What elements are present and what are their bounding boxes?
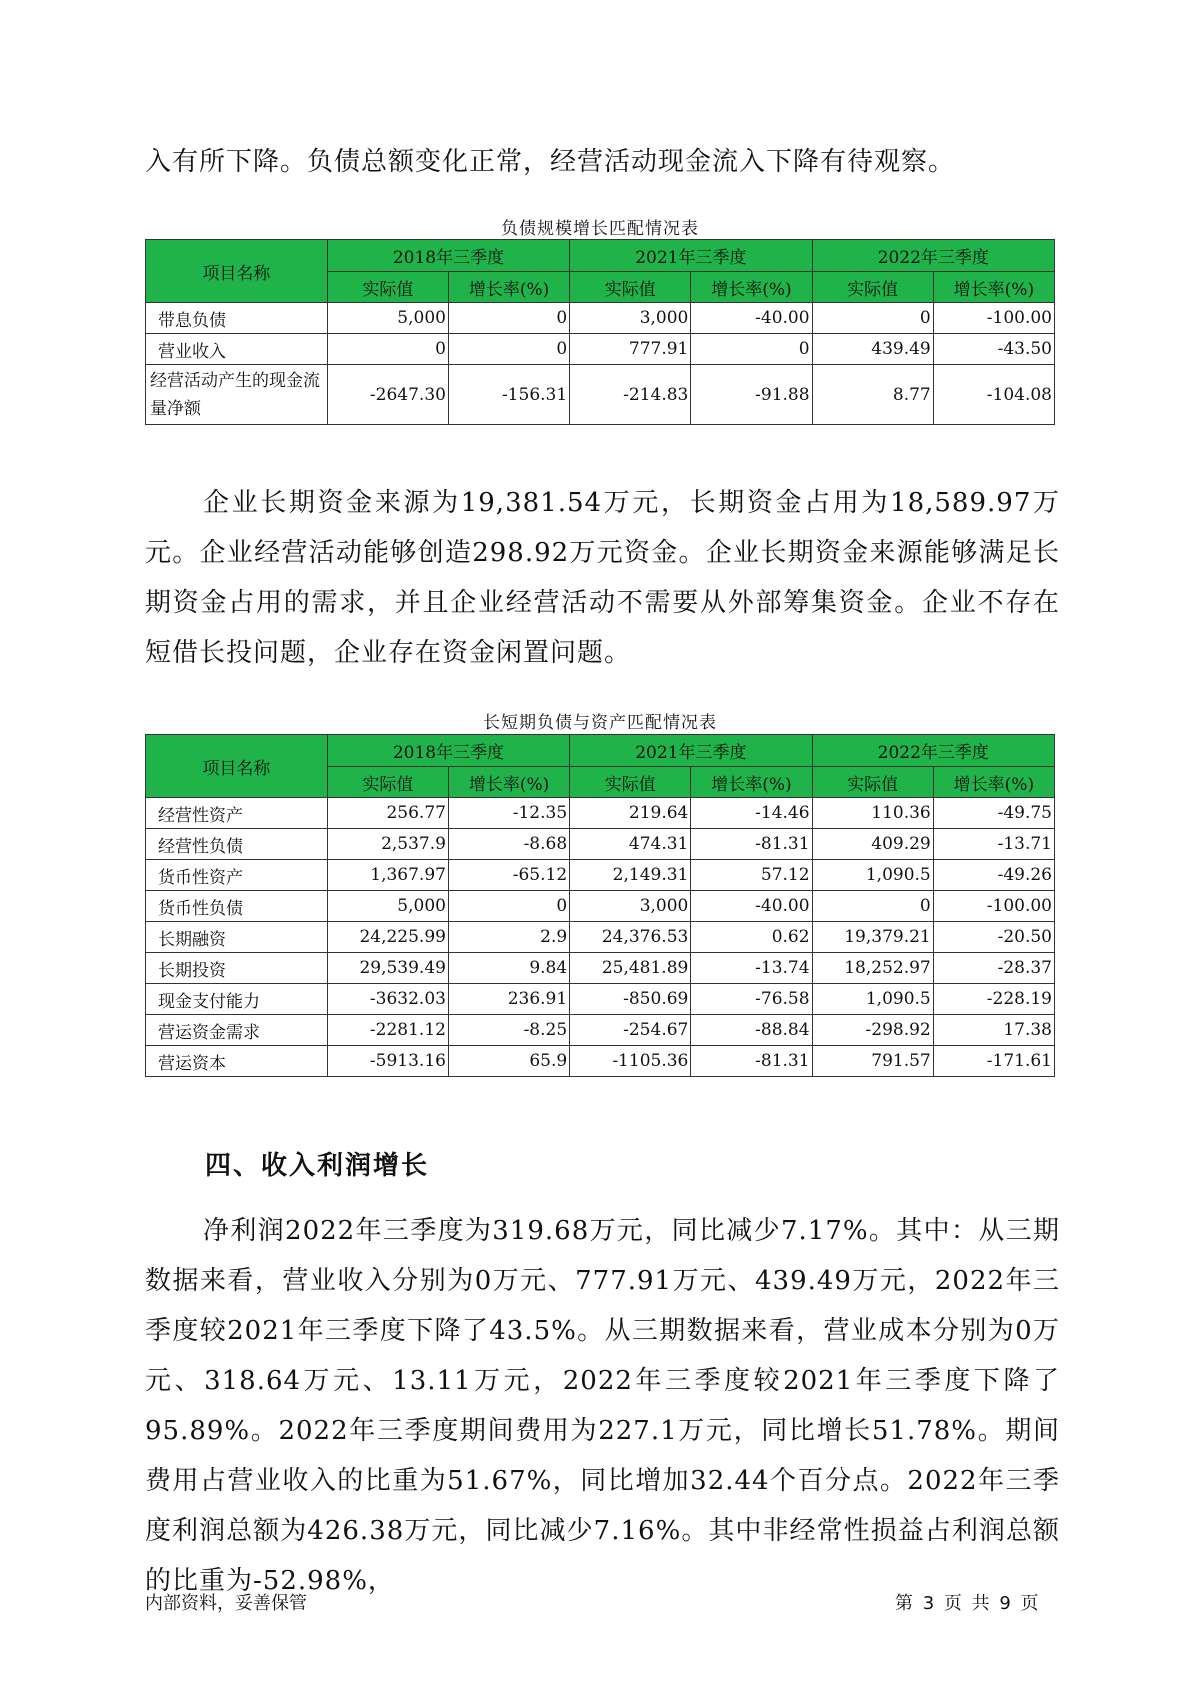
cell-value: 24,225.99 — [327, 922, 448, 953]
header-growth: 增长率(%) — [933, 272, 1054, 303]
row-label: 经营性资产 — [146, 798, 328, 829]
table-row — [146, 922, 1055, 953]
cell-value: 0 — [812, 891, 933, 922]
footer-confidential-note: 内部资料，妥善保管 — [145, 1593, 307, 1614]
cell-value: -2281.12 — [327, 1015, 448, 1046]
cell-value: -65.12 — [448, 860, 569, 891]
header-growth: 增长率(%) — [691, 272, 812, 303]
table-row — [146, 860, 1055, 891]
cell-value: 18,252.97 — [812, 953, 933, 984]
cell-value: -104.08 — [933, 365, 1054, 425]
cell-value: 439.49 — [812, 334, 933, 365]
header-actual: 实际值 — [570, 767, 691, 798]
cell-value: -100.00 — [933, 303, 1054, 334]
header-growth: 增长率(%) — [691, 767, 812, 798]
header-actual: 实际值 — [570, 272, 691, 303]
cell-value: 0.62 — [691, 922, 812, 953]
cell-value: -81.31 — [691, 829, 812, 860]
cell-value: 19,379.21 — [812, 922, 933, 953]
cell-value: 65.9 — [448, 1046, 569, 1077]
cell-value: 2,149.31 — [570, 860, 691, 891]
row-label: 现金支付能力 — [146, 984, 328, 1015]
footer-page-number: 第 3 页 共 9 页 — [895, 1593, 1039, 1614]
cell-value: -850.69 — [570, 984, 691, 1015]
cell-value: -40.00 — [691, 891, 812, 922]
cell-value: -100.00 — [933, 891, 1054, 922]
table-row — [146, 984, 1055, 1015]
cell-value: 5,000 — [327, 891, 448, 922]
cell-value: 474.31 — [570, 829, 691, 860]
header-period-2022: 2022年三季度 — [812, 735, 1054, 767]
cell-value: -8.25 — [448, 1015, 569, 1046]
table-row — [146, 1015, 1055, 1046]
header-growth: 增长率(%) — [448, 767, 569, 798]
table-row — [146, 1046, 1055, 1077]
cell-value: -8.68 — [448, 829, 569, 860]
cell-value: 25,481.89 — [570, 953, 691, 984]
intro-paragraph: 入有所下降。负债总额变化正常，经营活动现金流入下降有待观察。 — [145, 147, 956, 177]
cell-value: -91.88 — [691, 365, 812, 425]
table-row — [146, 829, 1055, 860]
cell-value: 0 — [691, 334, 812, 365]
cell-value: 8.77 — [812, 365, 933, 425]
cell-value: 1,090.5 — [812, 984, 933, 1015]
row-label: 长期融资 — [146, 922, 328, 953]
cell-value: -156.31 — [448, 365, 569, 425]
cell-value: 409.29 — [812, 829, 933, 860]
cell-value: -43.50 — [933, 334, 1054, 365]
liability-asset-table — [145, 734, 1055, 1077]
header-period-2021: 2021年三季度 — [570, 240, 812, 272]
header-actual: 实际值 — [327, 767, 448, 798]
table2-caption: 长短期负债与资产匹配情况表 — [483, 713, 717, 733]
header-item-name: 项目名称 — [146, 240, 328, 303]
row-label: 经营活动产生的现金流量净额 — [146, 365, 328, 425]
cell-value: -14.46 — [691, 798, 812, 829]
table-row — [146, 798, 1055, 829]
header-period-2018: 2018年三季度 — [327, 735, 569, 767]
cell-value: -5913.16 — [327, 1046, 448, 1077]
header-growth: 增长率(%) — [933, 767, 1054, 798]
cell-value: 5,000 — [327, 303, 448, 334]
cell-value: 3,000 — [570, 891, 691, 922]
cell-value: 777.91 — [570, 334, 691, 365]
table-row — [146, 891, 1055, 922]
header-period-2018: 2018年三季度 — [327, 240, 569, 272]
row-label: 营运资金需求 — [146, 1015, 328, 1046]
cell-value: 236.91 — [448, 984, 569, 1015]
table-row — [146, 303, 1055, 334]
cell-value: 17.38 — [933, 1015, 1054, 1046]
cell-value: 9.84 — [448, 953, 569, 984]
cell-value: 2.9 — [448, 922, 569, 953]
row-label: 长期投资 — [146, 953, 328, 984]
header-actual: 实际值 — [812, 272, 933, 303]
cell-value: 256.77 — [327, 798, 448, 829]
cell-value: -12.35 — [448, 798, 569, 829]
cell-value: 57.12 — [691, 860, 812, 891]
table-row — [146, 953, 1055, 984]
cell-value: -76.58 — [691, 984, 812, 1015]
cell-value: -3632.03 — [327, 984, 448, 1015]
debt-growth-table — [145, 239, 1055, 425]
row-label: 营业收入 — [146, 334, 328, 365]
cell-value: -40.00 — [691, 303, 812, 334]
section-heading: 四、收入利润增长 — [205, 1151, 430, 1181]
cell-value: 110.36 — [812, 798, 933, 829]
header-period-2021: 2021年三季度 — [570, 735, 812, 767]
cell-value: 29,539.49 — [327, 953, 448, 984]
cell-value: -254.67 — [570, 1015, 691, 1046]
cell-value: -171.61 — [933, 1046, 1054, 1077]
cell-value: 791.57 — [812, 1046, 933, 1077]
table1-caption: 负债规模增长匹配情况表 — [501, 219, 699, 239]
row-label: 货币性负债 — [146, 891, 328, 922]
cell-value: -13.74 — [691, 953, 812, 984]
row-label: 营运资本 — [146, 1046, 328, 1077]
cell-value: 3,000 — [570, 303, 691, 334]
cell-value: 2,537.9 — [327, 829, 448, 860]
cell-value: 0 — [448, 334, 569, 365]
header-actual: 实际值 — [812, 767, 933, 798]
header-growth: 增长率(%) — [448, 272, 569, 303]
capital-paragraph: 企业长期资金来源为19,381.54万元，长期资金占用为18,589.97万元。企业经营活动能够创造298.92万元资金。企业长期资金来源能够满足长期资金占用的需求，并且企业经营活动不需要从外部筹集资金。企业不存在短借长投问题，企业存在资金闲置问题。 — [145, 488, 1060, 668]
cell-value: -20.50 — [933, 922, 1054, 953]
cell-value: 0 — [448, 891, 569, 922]
cell-value: -214.83 — [570, 365, 691, 425]
row-label: 带息负债 — [146, 303, 328, 334]
cell-value: -298.92 — [812, 1015, 933, 1046]
cell-value: -81.31 — [691, 1046, 812, 1077]
header-actual: 实际值 — [327, 272, 448, 303]
cell-value: 219.64 — [570, 798, 691, 829]
cell-value: -2647.30 — [327, 365, 448, 425]
cell-value: -28.37 — [933, 953, 1054, 984]
header-period-2022: 2022年三季度 — [812, 240, 1054, 272]
cell-value: -13.71 — [933, 829, 1054, 860]
table-row — [146, 334, 1055, 365]
cell-value: -1105.36 — [570, 1046, 691, 1077]
cell-value: 0 — [812, 303, 933, 334]
cell-value: -88.84 — [691, 1015, 812, 1046]
cell-value: 0 — [448, 303, 569, 334]
profit-paragraph: 净利润2022年三季度为319.68万元，同比减少7.17%。其中：从三期数据来看，营业收入分别为0万元、777.91万元、439.49万元，2022年三季度较2021年三季度下降了43.5%。从三期数据来看，营业成本分别为0万元、318.64万元、13.11万元，2022年三季度较2021年三季度下降了95.89%。2022年三季度期间费用为227.1万元，同比增长51.78%。期间费用占营业收入的比重为51.67%，同比增加32.44个百分点。2022年三季度利润总额为426.38万元，同比减少7.16%。其中非经常性损益占利润总额的比重为-52.98%， — [145, 1216, 1060, 1596]
cell-value: -49.75 — [933, 798, 1054, 829]
cell-value: 1,090.5 — [812, 860, 933, 891]
cell-value: -49.26 — [933, 860, 1054, 891]
cell-value: -228.19 — [933, 984, 1054, 1015]
row-label: 货币性资产 — [146, 860, 328, 891]
table-row — [146, 365, 1055, 425]
header-item-name: 项目名称 — [146, 735, 328, 798]
cell-value: 24,376.53 — [570, 922, 691, 953]
cell-value: 0 — [327, 334, 448, 365]
row-label: 经营性负债 — [146, 829, 328, 860]
cell-value: 1,367.97 — [327, 860, 448, 891]
